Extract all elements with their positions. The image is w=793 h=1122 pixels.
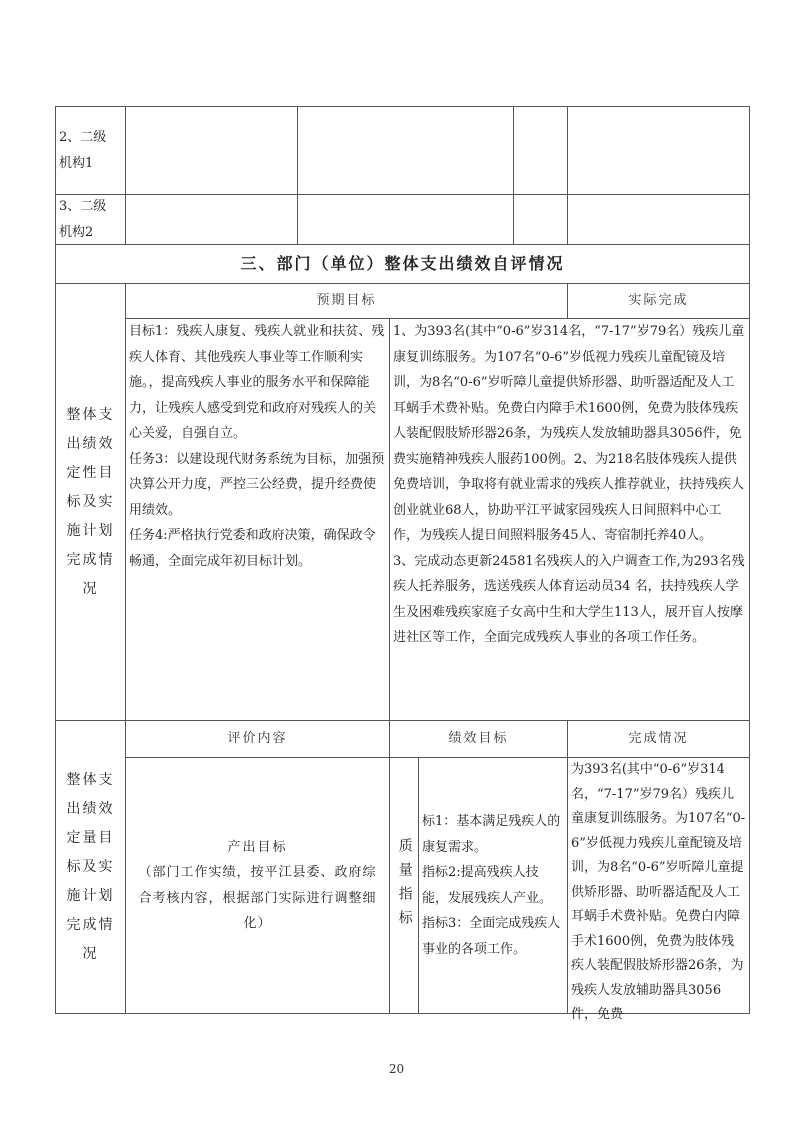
empty-cell xyxy=(297,194,514,245)
output-target-cell xyxy=(125,757,390,1014)
section-title: 三、部门（单位）整体支出绩效自评情况 xyxy=(55,244,750,284)
expected-goal-text: 目标1：残疾人康复、残疾人就业和扶贫、残疾人体育、其他残疾人事业等工作顺利实施。，提高残疾人事业的服务水平和保障能力，让残疾人感受到党和政府对残疾人的关心关爱，自强自立。 任务3：以建设现代财务系统为目标，加强预决算公开力度，严控三公经费，提升经费使用绩效。 任务4:严格执行党委和政府决策，确保政令畅通，全面完成年初目标计划。 xyxy=(125,318,390,721)
org-row-label: 2、二级 机构1 xyxy=(55,106,126,195)
quantitative-side-label-text: 整体支出绩效定量目标及实施计划完成情况 xyxy=(66,771,115,962)
indicator-type-label: 质量指标 xyxy=(396,837,413,934)
actual-completion-text: 1、为393名(其中“0-6”岁314名，“7-17”岁79名）残疾儿童康复训练服务。为107名“0-6”岁低视力残疾儿童配镜及培训，为8名“0-6”岁听障儿童提供矫形器、助听器适配及人工耳蜗手术费补贴。免费白内障手术1600例，免费为肢体残疾人装配假肢矫形器26条，为残疾人发放辅助器具3056件，免费实施精神残疾人服药100例。2、为218名肢体残疾人提供免费培训，争取将有就业需求的残疾人推荐就业，扶持残疾人创业就业68人，协助平江平诚家园残疾人日间照料中心工作，为残疾人提日间照料服务45人、寄宿制托养40人。 3、完成动态更新24581名残疾人的入户调查工作,为293名残疾人托养服务，选送残疾人体育运动员34 名，扶持残疾人学生及困难残疾家庭子女高中生和大学生113人，展开盲人按摩进社区等工作，全面完成残疾人事业的各项工作任务。 xyxy=(389,318,750,721)
header-completion-status: 完成情况 xyxy=(567,720,750,758)
header-performance-target: 绩效目标 xyxy=(389,720,568,758)
empty-cell xyxy=(297,106,514,195)
empty-cell xyxy=(513,106,568,195)
empty-cell xyxy=(125,194,298,245)
qualitative-side-label-text: 整体支出绩效定性目标及实施计划完成情况 xyxy=(66,406,115,597)
page-number: 20 xyxy=(388,1062,405,1076)
quantitative-side-label xyxy=(55,720,126,1014)
org-row-label: 3、二级 机构2 xyxy=(55,194,126,245)
empty-cell xyxy=(125,106,298,195)
indicator-type-cell xyxy=(389,757,419,1014)
header-actual-completion: 实际完成 xyxy=(567,283,750,319)
performance-target-body: 标1：基本满足残疾人的康复需求。 指标2:提高残疾人技能，发展残疾人产业。 指标3：全面完成残疾人事业的各项工作。 xyxy=(422,814,561,957)
header-evaluation-content: 评价内容 xyxy=(125,720,390,758)
header-expected-goal: 预期目标 xyxy=(125,283,568,319)
output-target-note: （部门工作实绩，按平江县委、政府综合考核内容，根据部门实际进行调整细化） xyxy=(138,865,377,931)
completion-status-text: 为393名(其中“0-6”岁314名，“7-17”岁79名）残疾儿童康复训练服务。为107名“0-6”岁低视力残疾儿童配镜及培训，为8名“0-6”岁听障儿童提供矫形器、助听器适配及人工耳蜗手术费补贴。免费白内障手术1600例，免费为肢体残疾人装配假肢矫形器26条，为残疾人发放辅助器具3056件，免费 xyxy=(567,757,750,1014)
performance-target-text xyxy=(418,757,568,1014)
empty-cell xyxy=(513,194,568,245)
empty-cell xyxy=(567,106,750,195)
empty-cell xyxy=(567,194,750,245)
output-target-title: 产出目标 xyxy=(227,839,288,855)
qualitative-side-label xyxy=(55,283,126,721)
